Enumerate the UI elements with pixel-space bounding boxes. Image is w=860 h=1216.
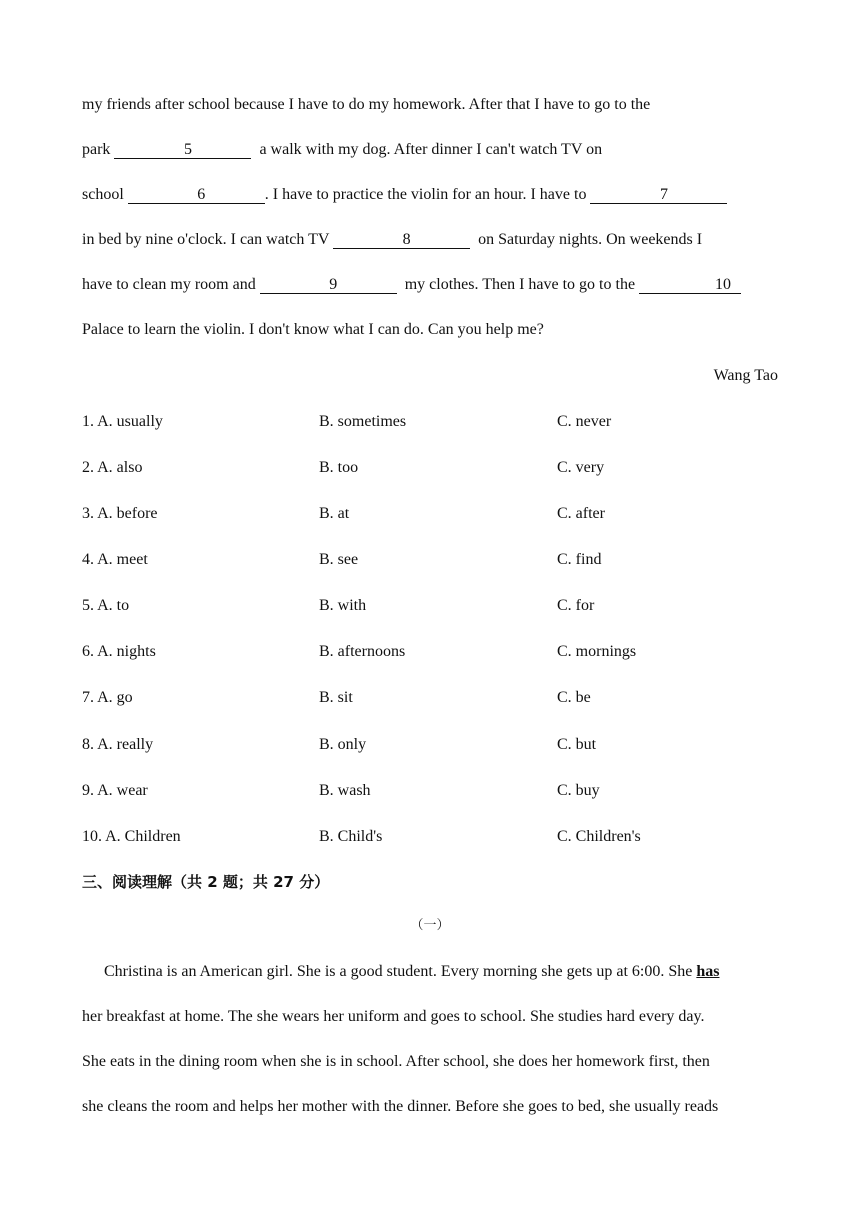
option-4-a[interactable]: 4. A. meet [82,551,148,568]
option-row-4 [82,550,782,570]
option-2-a[interactable]: 2. A. also [82,459,143,476]
reading-line-2: her breakfast at home. The she wears her uniform and goes to school. She studies hard every day. [82,1008,705,1025]
passage-line-2: park 5 a walk with my dog. After dinner I can't watch TV on [82,141,603,158]
emphasized-word: has [696,963,720,980]
option-row-6 [82,642,782,662]
option-3-a[interactable]: 3. A. before [82,505,158,522]
option-4-b[interactable]: B. see [319,551,359,568]
option-8-b[interactable]: B. only [319,736,367,753]
blank-5: 5 [114,141,251,159]
option-7-c[interactable]: C. be [557,689,591,706]
reading-line-3: She eats in the dining room when she is in school. After school, she does her homework first, then [82,1053,710,1070]
section-title: 三、阅读理解（共 2 题；共 27 分） [82,873,330,891]
option-5-c[interactable]: C. for [557,597,595,614]
option-6-b[interactable]: B. afternoons [319,643,406,660]
blank-8: 8 [333,231,470,249]
passage-line-1: my friends after school because I have to do my homework. After that I have to go to the [82,96,651,113]
blank-9: 9 [260,276,397,294]
blank-7: 7 [590,186,727,204]
option-1-a[interactable]: 1. A. usually [82,413,163,430]
option-10-a[interactable]: 10. A. Children [82,828,181,845]
option-9-c[interactable]: C. buy [557,782,600,799]
reading-line-1: Christina is an American girl. She is a good student. Every morning she gets up at 6:00. She has [104,963,720,980]
passage-line-3: school 6 . I have to practice the violin for an hour. I have to 7 [82,185,778,205]
option-3-b[interactable]: B. at [319,505,350,522]
option-2-b[interactable]: B. too [319,459,359,476]
option-1-c[interactable]: C. never [557,413,612,430]
letter-signature: Wang Tao [713,367,778,384]
option-10-c[interactable]: C. Children's [557,828,641,845]
option-row-5 [82,596,782,616]
blank-6: 6 [128,186,265,204]
option-row-3 [82,504,782,524]
reading-line-4: she cleans the room and helps her mother with the dinner. Before she goes to bed, she usually reads [82,1098,719,1115]
passage-line-5: have to clean my room and 9 my clothes. Then I have to go to the 10 [82,275,778,295]
option-5-a[interactable]: 5. A. to [82,597,130,614]
option-6-c[interactable]: C. mornings [557,643,637,660]
blank-10: 10 [639,276,741,294]
option-9-b[interactable]: B. wash [319,782,371,799]
option-row-10 [82,827,782,847]
option-9-a[interactable]: 9. A. wear [82,782,148,799]
passage-number: （一） [410,918,450,933]
option-8-c[interactable]: C. but [557,736,597,753]
option-row-7 [82,688,782,708]
option-8-a[interactable]: 8. A. really [82,736,154,753]
option-10-b[interactable]: B. Child's [319,828,383,845]
option-7-a[interactable]: 7. A. go [82,689,133,706]
option-row-8 [82,735,782,755]
option-1-b[interactable]: B. sometimes [319,413,407,430]
option-2-c[interactable]: C. very [557,459,605,476]
option-6-a[interactable]: 6. A. nights [82,643,156,660]
option-5-b[interactable]: B. with [319,597,367,614]
option-7-b[interactable]: B. sit [319,689,353,706]
passage-line-4: in bed by nine o'clock. I can watch TV 8 on Saturday nights. On weekends I [82,231,703,248]
option-row-1 [82,412,782,432]
option-row-9 [82,781,782,801]
passage-line-6: Palace to learn the violin. I don't know what I can do. Can you help me? [82,321,544,338]
option-4-c[interactable]: C. find [557,551,602,568]
option-row-2 [82,458,782,478]
option-3-c[interactable]: C. after [557,505,605,522]
